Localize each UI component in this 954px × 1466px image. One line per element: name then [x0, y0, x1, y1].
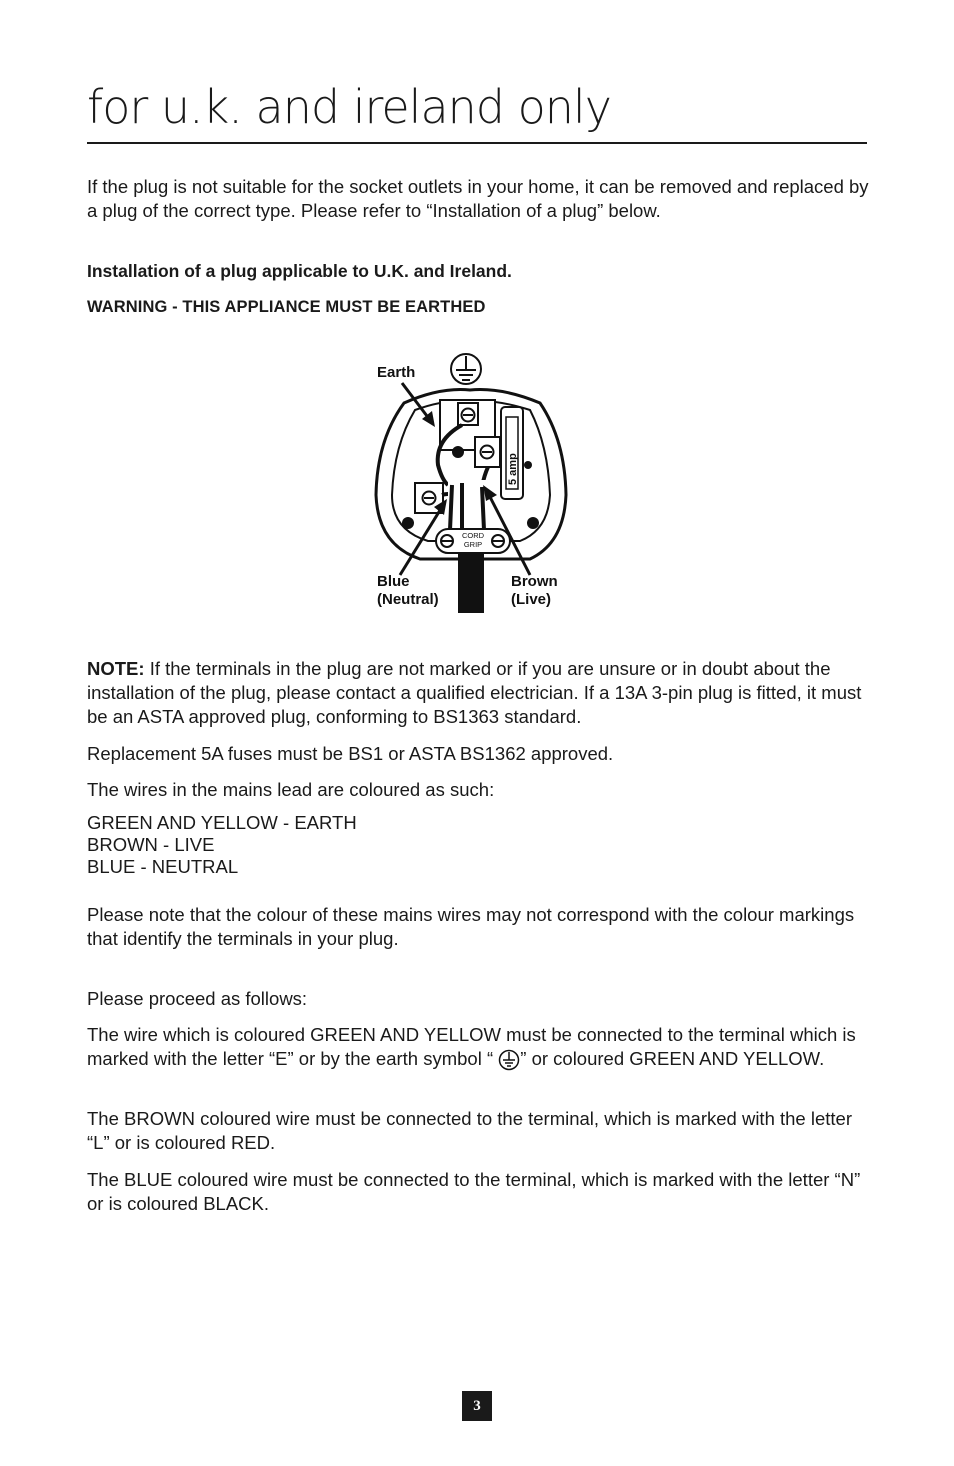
wire-list-item: BROWN - LIVE: [87, 834, 215, 855]
fuse-paragraph: Replacement 5A fuses must be BS1 or ASTA BS1362 approved.: [87, 743, 614, 764]
screw-icon: [462, 409, 475, 422]
earth-symbol-icon: [451, 354, 481, 384]
earth-label: Earth: [377, 364, 416, 381]
earth-warning: WARNING - THIS APPLIANCE MUST BE EARTHED: [87, 298, 486, 316]
wire-list-item: BLUE - NEUTRAL: [87, 856, 239, 877]
colour-note-paragraph: Please note that the colour of these mains wires may not correspond with the colour markings that identify the terminals in your plug.: [87, 904, 855, 949]
fuse-label: 5 amp: [507, 453, 519, 485]
mains-cable: [458, 553, 484, 613]
green-yellow-text-b: ” or coloured GREEN AND YELLOW.: [520, 1048, 825, 1069]
earth-symbol-icon: [498, 1049, 520, 1071]
plug-wiring-diagram: [370, 345, 580, 620]
page-number: 3: [462, 1391, 492, 1421]
brown-instruction: The BROWN coloured wire must be connected to the terminal, which is marked with the letter “L” or is coloured RED.: [87, 1108, 852, 1153]
cord-grip-label-1: CORD: [461, 531, 485, 540]
wire-list-item: GREEN AND YELLOW - EARTH: [87, 812, 357, 833]
cord-grip-label-2: GRIP: [463, 540, 483, 549]
page-title: for u.k. and ireland only: [87, 80, 611, 134]
live-label: (Live): [511, 591, 552, 608]
green-yellow-instruction: [87, 1023, 877, 1071]
proceed-paragraph: Please proceed as follows:: [87, 988, 308, 1009]
brown-label: Brown: [511, 573, 558, 590]
install-heading: Installation of a plug applicable to U.K. and Ireland.: [87, 261, 512, 281]
blue-label: Blue: [377, 573, 410, 590]
title-rule: [87, 142, 867, 144]
blue-instruction: The BLUE coloured wire must be connected to the terminal, which is marked with the letter “N” or is coloured BLACK.: [87, 1169, 861, 1214]
neutral-label: (Neutral): [377, 591, 439, 608]
wires-intro: The wires in the mains lead are coloured as such:: [87, 779, 495, 800]
wire-colour-list: [87, 812, 357, 878]
intro-paragraph: If the plug is not suitable for the socket outlets in your home, it can be removed and replaced by a plug of the correct type. Please refer to “Installation of a plug” below.: [87, 176, 869, 221]
note-text: If the terminals in the plug are not marked or if you are unsure or in doubt about the installation of the plug, please contact a qualified electrician. If a 13A 3-pin plug is fitted, it must be an ASTA approved plug, conforming to BS1363 standard.: [87, 658, 862, 727]
note-label: NOTE:: [87, 658, 145, 679]
green-yellow-text-a: The wire which is coloured GREEN AND YELLOW must be connected to the terminal which is marked with the letter “E” or by the earth symbol “: [87, 1024, 856, 1069]
note-paragraph: [87, 657, 877, 729]
